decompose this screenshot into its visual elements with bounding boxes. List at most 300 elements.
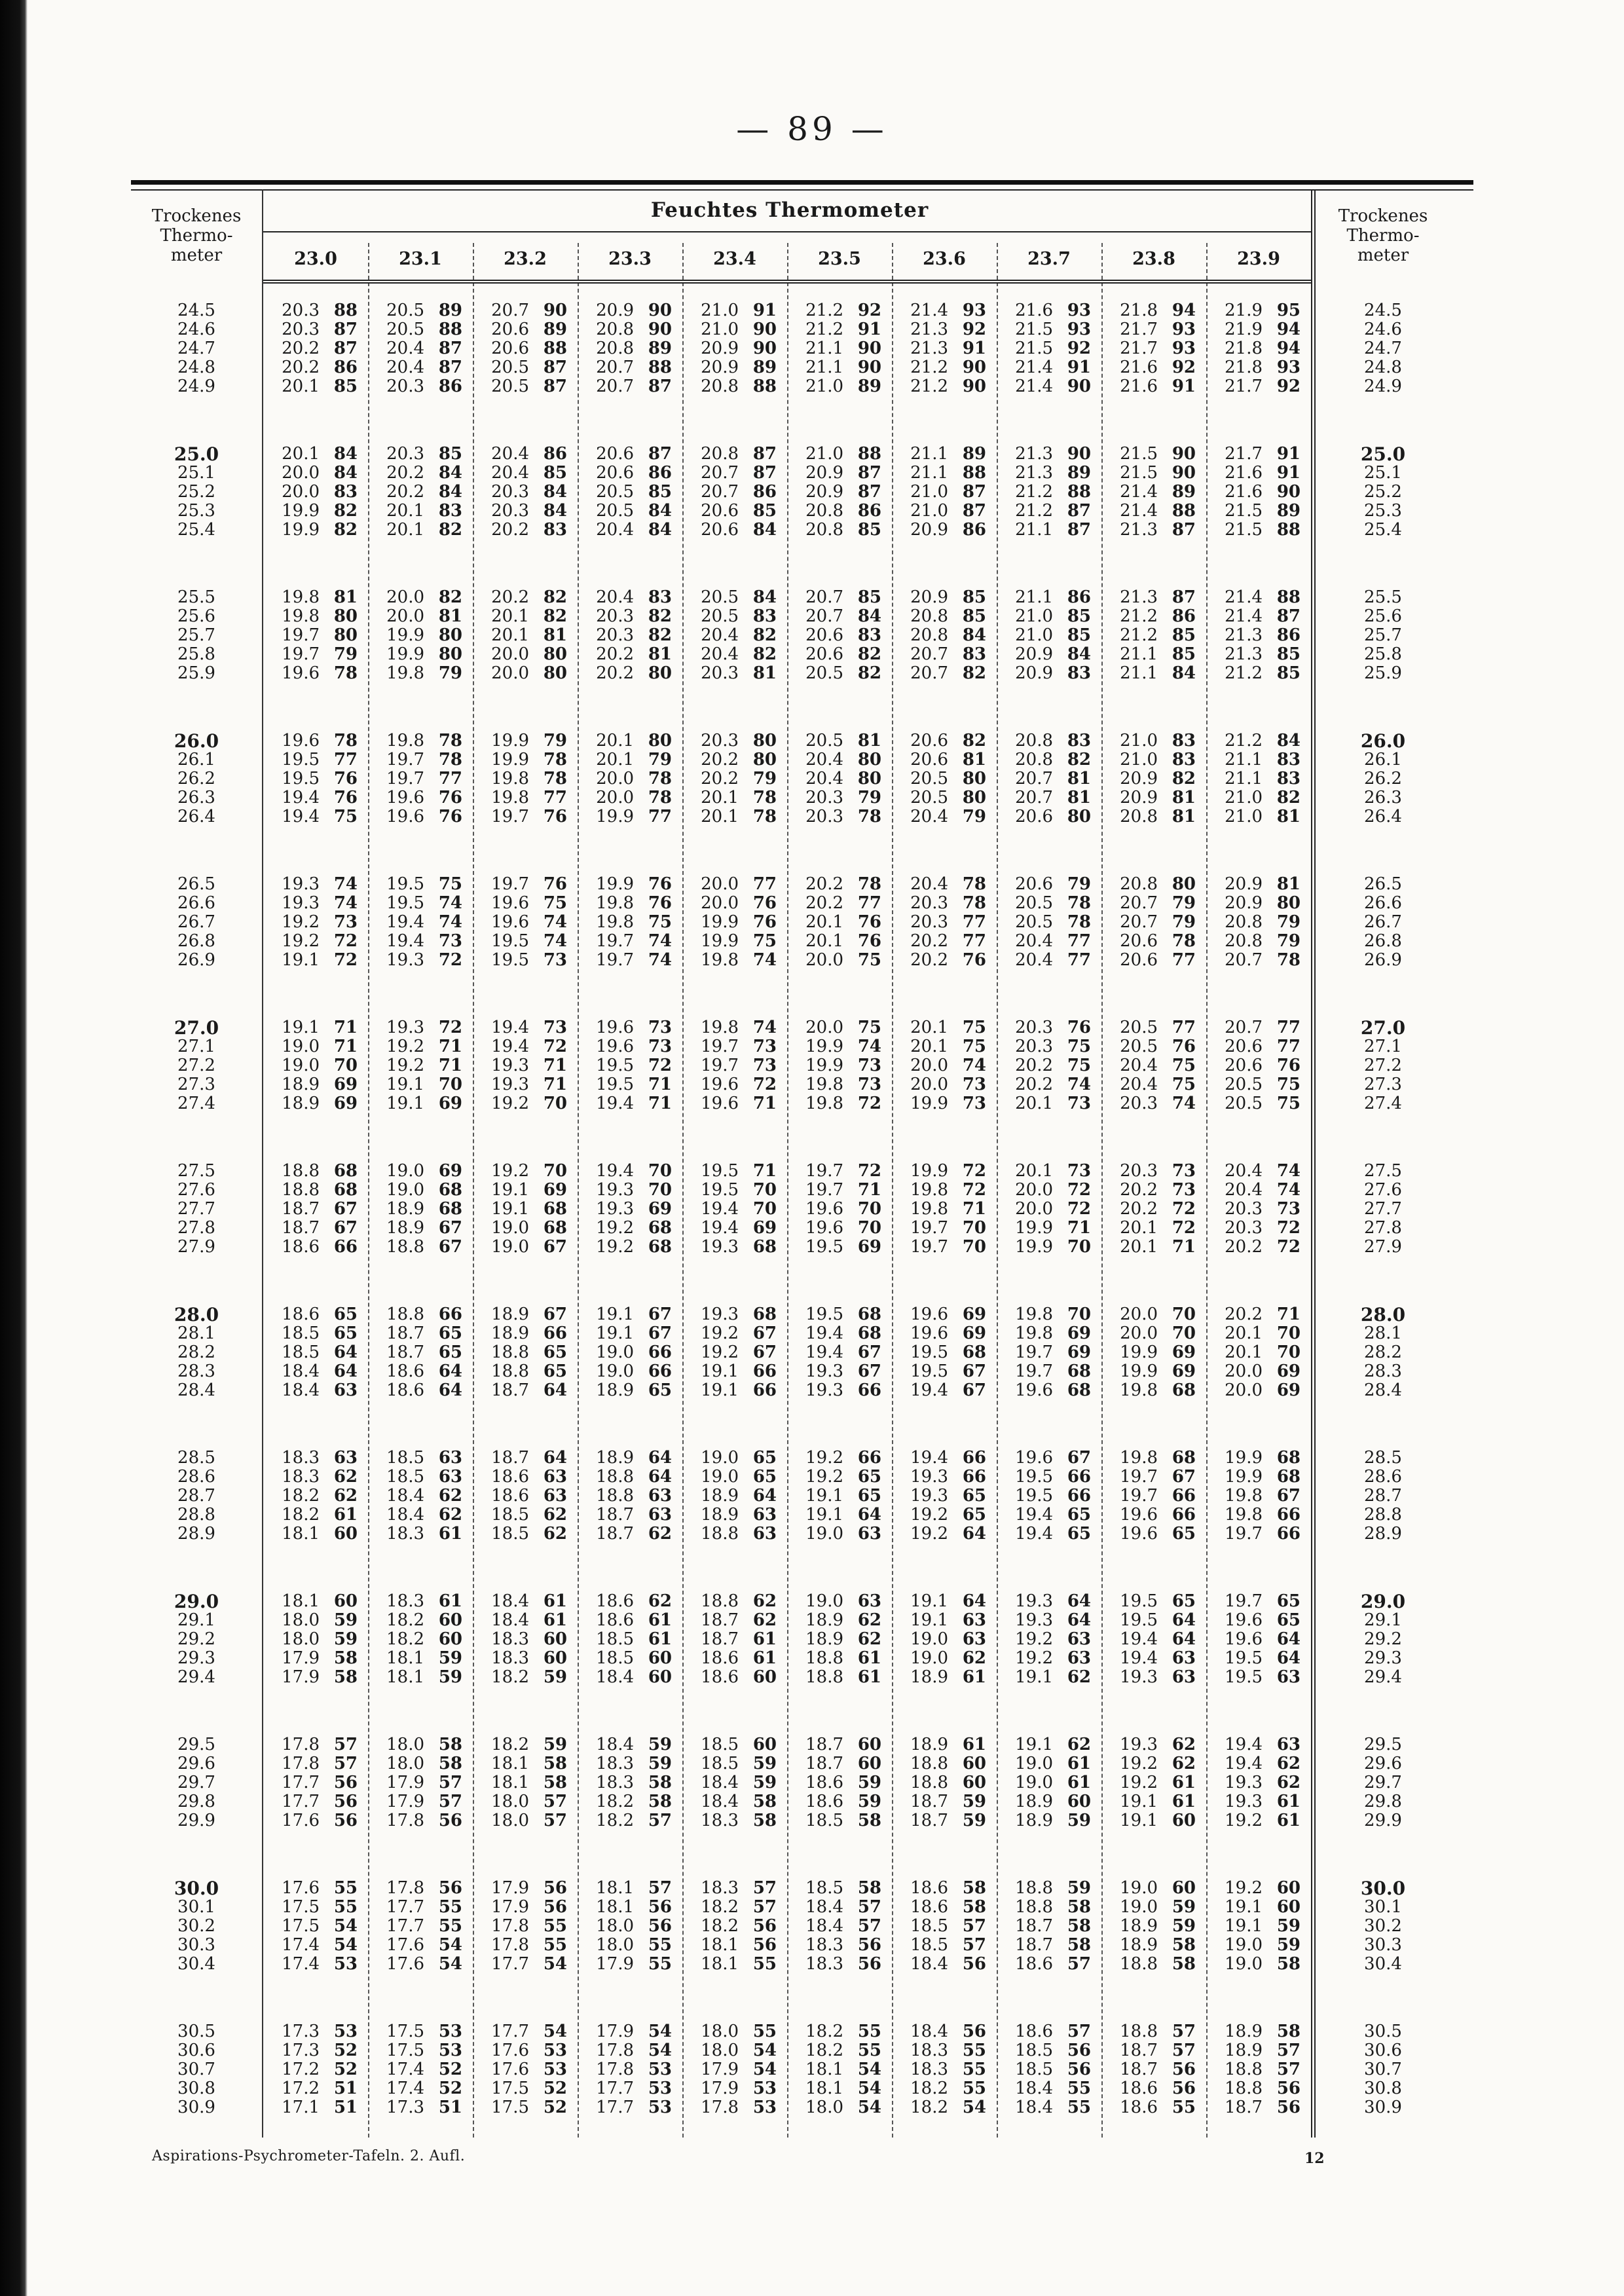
table-cell — [999, 1018, 1091, 1037]
dew-point-value: 19.7 — [1225, 1591, 1263, 1611]
dew-point-value: 18.7 — [910, 1792, 948, 1811]
dew-point-value: 19.0 — [282, 1056, 320, 1075]
table-cell — [475, 1630, 567, 1649]
dew-point-value: 18.8 — [805, 1667, 843, 1687]
humidity-value: 53 — [438, 2041, 462, 2060]
dry-value: 25.0 — [1360, 443, 1406, 465]
dew-point-value: 19.6 — [805, 1199, 843, 1219]
table-cell — [999, 1773, 1091, 1792]
table-cell — [1209, 1468, 1301, 1487]
table-cell — [580, 358, 672, 377]
table-cell — [1104, 645, 1196, 664]
humidity-value: 55 — [857, 2041, 881, 2060]
table-cell — [580, 2041, 672, 2060]
table-cell — [266, 932, 358, 951]
humidity-value: 67 — [752, 1342, 777, 1362]
humidity-value: 88 — [752, 377, 777, 396]
dry-value: 24.7 — [177, 339, 215, 358]
dew-point-value: 18.1 — [491, 1773, 529, 1792]
humidity-value: 71 — [1276, 1305, 1301, 1324]
table-cell — [580, 1630, 672, 1649]
dry-value: 25.3 — [177, 501, 215, 521]
dew-point-value: 18.3 — [805, 1954, 843, 1974]
table-cell — [895, 913, 986, 932]
humidity-value: 76 — [648, 874, 672, 894]
dew-point-value: 19.8 — [1120, 1448, 1158, 1468]
group-gap — [266, 1544, 358, 1592]
humidity-value: 71 — [543, 1075, 567, 1094]
dew-point-value: 20.2 — [805, 893, 843, 913]
table-cell — [580, 1754, 672, 1773]
dry-value: 30.4 — [177, 1954, 215, 1974]
dew-point-value: 20.6 — [805, 644, 843, 664]
table-cell — [790, 1056, 881, 1075]
table-cell — [895, 588, 986, 607]
table-cell — [1104, 483, 1196, 502]
table-cell — [475, 1238, 567, 1257]
table-cell — [999, 445, 1091, 464]
group-gap — [895, 1113, 986, 1162]
dew-point-value: 18.6 — [386, 1361, 424, 1381]
dew-point-value: 20.2 — [386, 463, 424, 483]
humidity-value: 72 — [333, 950, 358, 970]
table-cell — [685, 301, 777, 320]
table-cell — [580, 607, 672, 626]
humidity-value: 74 — [1276, 1161, 1301, 1181]
humidity-value: 61 — [1276, 1811, 1301, 1830]
dew-point-value: 20.8 — [701, 444, 739, 464]
humidity-value: 83 — [752, 606, 777, 626]
table-cell — [580, 445, 672, 464]
humidity-value: 80 — [648, 731, 672, 750]
group-gap — [475, 396, 567, 445]
table-cell — [266, 607, 358, 626]
humidity-value: 57 — [1172, 2022, 1196, 2041]
dry-value: 27.7 — [177, 1199, 215, 1219]
humidity-value: 77 — [1172, 1018, 1196, 1037]
dew-point-value: 20.1 — [1225, 1324, 1263, 1343]
humidity-value: 90 — [1172, 463, 1196, 483]
dew-point-value: 20.0 — [596, 788, 634, 807]
dew-point-value: 19.1 — [910, 1610, 948, 1630]
table-cell — [685, 1305, 777, 1324]
dew-point-value: 21.2 — [910, 377, 948, 396]
group-gap — [475, 1830, 567, 1879]
humidity-value: 73 — [962, 1094, 986, 1113]
group-gap — [999, 1257, 1091, 1305]
humidity-value: 56 — [1276, 2079, 1301, 2098]
table-cell — [895, 1592, 986, 1611]
table-cell — [685, 1362, 777, 1381]
group-gap — [999, 1400, 1091, 1449]
dew-point-value: 18.7 — [386, 1324, 424, 1343]
dew-point-value: 20.3 — [1015, 1037, 1053, 1056]
dew-point-value: 19.6 — [910, 1305, 948, 1324]
humidity-value: 71 — [1172, 1237, 1196, 1257]
dry-value: 25.4 — [1364, 520, 1402, 540]
humidity-value: 74 — [648, 931, 672, 951]
group-gap — [1318, 826, 1449, 875]
humidity-value: 92 — [1067, 339, 1091, 358]
table-cell — [685, 502, 777, 521]
dew-point-value: 20.3 — [1120, 1161, 1158, 1181]
dew-point-value: 18.0 — [596, 1916, 634, 1936]
group-gap — [999, 396, 1091, 445]
dew-point-value: 20.4 — [596, 520, 634, 540]
table-cell — [371, 1162, 462, 1181]
humidity-value: 75 — [857, 950, 881, 970]
humidity-value: 61 — [438, 1524, 462, 1544]
table-cell — [475, 358, 567, 377]
dew-point-value: 20.2 — [596, 644, 634, 664]
dry-value: 29.4 — [1364, 1667, 1402, 1687]
humidity-value: 79 — [543, 731, 567, 750]
table-cell — [580, 320, 672, 339]
table-cell — [371, 1811, 462, 1830]
dew-point-value: 21.0 — [1120, 750, 1158, 769]
humidity-value: 60 — [962, 1773, 986, 1792]
dew-point-value: 19.5 — [282, 750, 320, 769]
humidity-value: 79 — [1172, 893, 1196, 913]
dew-point-value: 18.8 — [910, 1754, 948, 1773]
dew-point-value: 21.6 — [1225, 463, 1263, 483]
humidity-value: 58 — [962, 1897, 986, 1917]
table-cell — [371, 1630, 462, 1649]
dew-point-value: 19.9 — [491, 731, 529, 750]
humidity-value: 58 — [1172, 1935, 1196, 1955]
humidity-value: 58 — [752, 1811, 777, 1830]
dew-point-value: 18.7 — [910, 1811, 948, 1830]
table-cell — [266, 320, 358, 339]
dry-value: 25.7 — [1364, 625, 1402, 645]
dew-point-value: 19.9 — [1120, 1342, 1158, 1362]
humidity-value: 63 — [333, 1380, 358, 1400]
table-cell — [475, 1506, 567, 1525]
group-gap — [790, 396, 881, 445]
dew-point-value: 18.7 — [596, 1524, 634, 1544]
table-cell — [266, 1506, 358, 1525]
dew-point-value: 17.9 — [386, 1792, 424, 1811]
dew-point-value: 20.7 — [805, 587, 843, 607]
humidity-value: 70 — [752, 1199, 777, 1219]
table-cell — [266, 1792, 358, 1811]
table-cell — [895, 1343, 986, 1362]
dew-point-value: 17.5 — [491, 2098, 529, 2117]
humidity-value: 82 — [648, 606, 672, 626]
dry-value: 26.6 — [177, 893, 215, 913]
table-cell — [790, 1162, 881, 1181]
humidity-value: 62 — [1067, 1735, 1091, 1754]
table-cell — [475, 1525, 567, 1544]
humidity-value: 80 — [857, 750, 881, 769]
table-cell — [685, 894, 777, 913]
dew-point-value: 19.5 — [386, 893, 424, 913]
table-cell — [580, 464, 672, 483]
humidity-value: 77 — [752, 874, 777, 894]
dew-point-value: 19.3 — [491, 1056, 529, 1075]
dew-point-value: 18.6 — [491, 1467, 529, 1487]
dew-point-value: 18.8 — [596, 1467, 634, 1487]
humidity-value: 84 — [648, 501, 672, 521]
table-cell — [790, 1649, 881, 1668]
dew-point-value: 18.2 — [910, 2098, 948, 2117]
humidity-value: 55 — [333, 1878, 358, 1898]
dew-point-value: 19.0 — [1120, 1897, 1158, 1917]
dry-value: 30.7 — [1364, 2060, 1402, 2079]
humidity-value: 80 — [438, 625, 462, 645]
table-cell — [895, 464, 986, 483]
dry-value: 25.1 — [1364, 463, 1402, 483]
humidity-value: 64 — [543, 1380, 567, 1400]
humidity-value: 87 — [752, 444, 777, 464]
table-cell — [266, 1592, 358, 1611]
table-cell — [790, 1037, 881, 1056]
humidity-value: 61 — [543, 1591, 567, 1611]
dew-point-value: 20.4 — [1120, 1075, 1158, 1094]
group-gap — [266, 396, 358, 445]
table-cell — [895, 1792, 986, 1811]
table-cell — [1104, 588, 1196, 607]
humidity-value: 94 — [1172, 301, 1196, 320]
humidity-value: 87 — [1172, 520, 1196, 540]
table-cell — [685, 1075, 777, 1094]
group-gap — [999, 826, 1091, 875]
table-cell — [580, 1324, 672, 1343]
humidity-value: 62 — [543, 1505, 567, 1525]
dew-point-value: 20.5 — [386, 320, 424, 339]
dew-point-value: 20.9 — [1225, 893, 1263, 913]
humidity-value: 62 — [648, 1524, 672, 1544]
dew-point-value: 20.0 — [282, 463, 320, 483]
humidity-value: 74 — [752, 950, 777, 970]
dew-point-value: 17.1 — [282, 2098, 320, 2117]
table-cell — [580, 1238, 672, 1257]
dew-point-value: 18.5 — [701, 1735, 739, 1754]
humidity-value: 59 — [857, 1792, 881, 1811]
humidity-value: 67 — [648, 1305, 672, 1324]
dew-point-value: 21.2 — [1015, 482, 1053, 502]
table-cell — [999, 1075, 1091, 1094]
dew-point-value: 19.8 — [386, 731, 424, 750]
table-cell — [371, 1487, 462, 1506]
dew-point-value: 21.4 — [1015, 358, 1053, 377]
dry-value: 26.7 — [1364, 912, 1402, 932]
humidity-value: 58 — [438, 1735, 462, 1754]
humidity-value: 73 — [857, 1056, 881, 1075]
table-cell — [999, 1792, 1091, 1811]
table-cell — [685, 588, 777, 607]
dew-point-value: 18.9 — [596, 1380, 634, 1400]
table-cell — [1104, 1668, 1196, 1687]
dew-point-value: 19.1 — [805, 1505, 843, 1525]
dew-point-value: 21.9 — [1225, 320, 1263, 339]
table-cell — [371, 358, 462, 377]
dew-point-value: 20.7 — [910, 644, 948, 664]
left-divider — [262, 189, 263, 2138]
table-cell — [999, 1037, 1091, 1056]
group-gap — [1318, 970, 1449, 1018]
humidity-value: 91 — [1276, 444, 1301, 464]
table-cell — [999, 1200, 1091, 1219]
table-cell — [266, 1668, 358, 1687]
wet-column-header: 23.4 — [713, 249, 756, 269]
dry-values-right — [1318, 301, 1449, 2117]
humidity-value: 80 — [333, 606, 358, 626]
dew-point-value: 19.4 — [1225, 1735, 1263, 1754]
table-cell — [685, 875, 777, 894]
dew-point-value: 19.6 — [491, 912, 529, 932]
table-cell — [580, 932, 672, 951]
humidity-value: 74 — [648, 950, 672, 970]
humidity-value: 71 — [648, 1075, 672, 1094]
table-cell — [790, 1343, 881, 1362]
humidity-value: 67 — [857, 1361, 881, 1381]
humidity-value: 89 — [438, 301, 462, 320]
table-cell — [790, 301, 881, 320]
humidity-value: 53 — [648, 2060, 672, 2079]
table-cell — [1104, 1343, 1196, 1362]
humidity-value: 74 — [1172, 1094, 1196, 1113]
table-cell — [1104, 1324, 1196, 1343]
dew-point-value: 19.4 — [805, 1324, 843, 1343]
dew-point-value: 19.5 — [386, 874, 424, 894]
table-cell — [580, 1611, 672, 1630]
table-cell — [371, 1649, 462, 1668]
dew-point-value: 20.4 — [1225, 1161, 1263, 1181]
dew-point-value: 19.7 — [805, 1180, 843, 1200]
table-cell — [999, 339, 1091, 358]
group-gap — [1318, 1257, 1449, 1305]
dew-point-value: 19.7 — [910, 1218, 948, 1238]
humidity-value: 69 — [962, 1305, 986, 1324]
humidity-value: 69 — [752, 1218, 777, 1238]
table-cell — [1104, 1037, 1196, 1056]
dew-point-value: 21.1 — [805, 339, 843, 358]
table-cell — [1209, 358, 1301, 377]
table-cell — [999, 464, 1091, 483]
dew-point-value: 20.5 — [491, 377, 529, 396]
dry-value: 28.9 — [1364, 1524, 1402, 1544]
dew-point-value: 19.5 — [805, 1305, 843, 1324]
table-cell — [475, 951, 567, 970]
dew-point-value: 18.9 — [701, 1486, 739, 1506]
table-cell — [999, 483, 1091, 502]
dew-point-value: 20.7 — [701, 482, 739, 502]
table-cell — [1209, 1094, 1301, 1113]
dew-point-value: 18.9 — [282, 1094, 320, 1113]
humidity-value: 85 — [1276, 663, 1301, 683]
table-cell — [266, 483, 358, 502]
dew-point-value: 19.6 — [805, 1218, 843, 1238]
humidity-value: 87 — [1067, 501, 1091, 521]
dew-point-value: 20.2 — [1015, 1075, 1053, 1094]
table-cell — [895, 320, 986, 339]
humidity-value: 81 — [438, 606, 462, 626]
dew-point-value: 19.7 — [386, 750, 424, 769]
humidity-value: 76 — [543, 874, 567, 894]
dew-point-value: 17.8 — [596, 2060, 634, 2079]
table-cell — [266, 807, 358, 826]
group-gap — [580, 970, 672, 1018]
humidity-value: 58 — [543, 1773, 567, 1792]
group-gap — [790, 540, 881, 588]
group-gap — [999, 1113, 1091, 1162]
dew-point-value: 17.9 — [386, 1773, 424, 1792]
group-gap — [685, 826, 777, 875]
humidity-value: 61 — [752, 1629, 777, 1649]
humidity-value: 66 — [1067, 1486, 1091, 1506]
dew-point-value: 20.5 — [491, 358, 529, 377]
dew-point-value: 18.9 — [910, 1735, 948, 1754]
humidity-value: 56 — [543, 1878, 567, 1898]
humidity-value: 65 — [752, 1467, 777, 1487]
humidity-value: 67 — [333, 1199, 358, 1219]
dew-point-value: 19.3 — [701, 1237, 739, 1257]
dry-value: 28.4 — [177, 1380, 215, 1400]
humidity-value: 58 — [648, 1792, 672, 1811]
humidity-value: 70 — [1276, 1342, 1301, 1362]
humidity-value: 67 — [1067, 1448, 1091, 1468]
table-cell — [371, 1955, 462, 1974]
table-cell — [1104, 445, 1196, 464]
table-cell — [580, 664, 672, 683]
dew-point-value: 19.3 — [596, 1199, 634, 1219]
dew-point-value: 20.4 — [386, 358, 424, 377]
humidity-value: 68 — [752, 1305, 777, 1324]
dry-value: 29.0 — [174, 1591, 219, 1612]
humidity-value: 78 — [333, 731, 358, 750]
humidity-value: 61 — [857, 1667, 881, 1687]
table-cell — [266, 1238, 358, 1257]
humidity-value: 51 — [333, 2098, 358, 2117]
humidity-value: 65 — [648, 1380, 672, 1400]
dew-point-value: 20.2 — [1015, 1056, 1053, 1075]
humidity-value: 77 — [962, 912, 986, 932]
dew-point-value: 21.4 — [1120, 501, 1158, 521]
dew-point-value: 18.8 — [701, 1591, 739, 1611]
dew-point-value: 20.2 — [701, 769, 739, 788]
dew-point-value: 20.2 — [1225, 1305, 1263, 1324]
table-cell — [1104, 377, 1196, 396]
dew-point-value: 19.1 — [1225, 1916, 1263, 1936]
table-cell — [266, 1305, 358, 1324]
dew-point-value: 19.9 — [386, 625, 424, 645]
humidity-value: 60 — [648, 1667, 672, 1687]
dew-point-value: 20.4 — [1225, 1180, 1263, 1200]
dew-point-value: 18.9 — [282, 1075, 320, 1094]
dew-point-value: 18.7 — [386, 1342, 424, 1362]
table-cell — [475, 339, 567, 358]
dew-point-value: 19.9 — [805, 1056, 843, 1075]
dew-point-value: 18.3 — [282, 1467, 320, 1487]
group-gap — [371, 826, 462, 875]
humidity-value: 57 — [752, 1878, 777, 1898]
dew-point-value: 20.7 — [1015, 788, 1053, 807]
dew-point-value: 19.6 — [910, 1324, 948, 1343]
group-gap — [895, 1974, 986, 2022]
humidity-value: 78 — [333, 663, 358, 683]
humidity-value: 78 — [752, 788, 777, 807]
dry-value: 28.6 — [177, 1467, 215, 1487]
humidity-value: 65 — [333, 1324, 358, 1343]
dew-point-value: 19.0 — [805, 1591, 843, 1611]
humidity-value: 61 — [648, 1629, 672, 1649]
dry-value: 27.4 — [177, 1094, 215, 1113]
dry-value: 27.6 — [1364, 1180, 1402, 1200]
group-gap — [895, 1257, 986, 1305]
humidity-value: 87 — [962, 482, 986, 502]
dew-point-value: 19.0 — [1120, 1878, 1158, 1898]
